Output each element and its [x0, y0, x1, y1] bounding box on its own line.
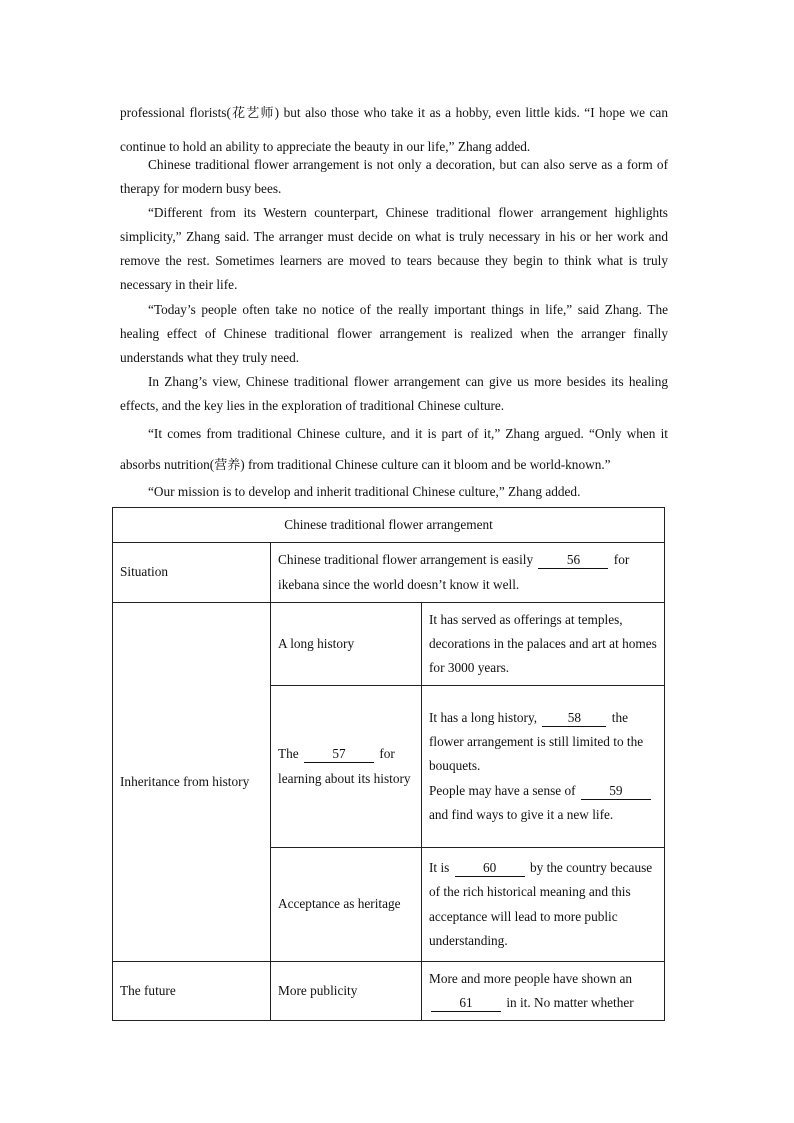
acceptance-text: It is 60 by the country because of the rich historical meaning and this acceptance will lead to more public understanding.	[422, 848, 665, 962]
need-text: It has a long history, 58 the flower arrangement is still limited to the bouquets. People may have a sense of 59 and find ways to give it a new life.	[422, 686, 665, 848]
future-label: The future	[113, 962, 271, 1021]
passage-paragraph-5: In Zhang’s view, Chinese traditional flower arrangement can give us more besides its healing effects, and the key lies in the exploration of traditional Chinese culture.	[120, 374, 668, 413]
answer-blank-61[interactable]: 61	[431, 995, 501, 1012]
table-title: Chinese traditional flower arrangement	[113, 508, 665, 543]
need-label: The 57 for learning about its history	[271, 686, 422, 848]
inheritance-label: Inheritance from history	[113, 603, 271, 962]
passage-paragraph-6	[120, 418, 668, 481]
answer-blank-60[interactable]: 60	[455, 860, 525, 877]
paragraph-text: “It comes from traditional Chinese culture, and it is part of it,” Zhang argued. “Only when it absorbs nutrition(	[120, 426, 668, 472]
long-history-label: A long history	[271, 603, 422, 686]
publicity-text: More and more people have shown an 61 in it. No matter whether	[422, 962, 665, 1021]
table-title-row	[113, 508, 665, 543]
chinese-gloss-nutrition: 营养	[214, 458, 241, 473]
passage-paragraph-4: “Today’s people often take no notice of the really important things in life,” said Zhang. The healing effect of Chinese traditional flower arrangement is realized when the arranger finally understands what they truly need.	[120, 302, 668, 365]
summary-table	[112, 507, 665, 1021]
long-history-text: It has served as offerings at temples, decorations in the palaces and art at homes for 3000 years.	[422, 603, 665, 686]
situation-row	[113, 543, 665, 603]
future-row	[113, 962, 665, 1021]
acceptance-label: Acceptance as heritage	[271, 848, 422, 962]
paragraph-text: professional florists(	[120, 105, 231, 120]
answer-blank-56[interactable]: 56	[538, 552, 608, 569]
publicity-label: More publicity	[271, 962, 422, 1021]
paragraph-text: ) from traditional Chinese culture can it bloom and be world-known.”	[240, 457, 611, 472]
passage-paragraph-2: Chinese traditional flower arrangement is not only a decoration, but can also serve as a form of therapy for modern busy bees.	[120, 157, 668, 196]
situation-text: Chinese traditional flower arrangement is easily 56 for ikebana since the world doesn’t know it well.	[271, 543, 665, 603]
passage-paragraph-3: “Different from its Western counterpart, Chinese traditional flower arrangement highlights simplicity,” Zhang said. The arranger must decide on what is truly necessary in his or her work and remove the rest. Sometimes learners are moved to tears because they begin to think what is truly necessary in their life.	[120, 205, 668, 292]
chinese-gloss-florists: 花艺师	[230, 106, 275, 121]
long-history-row	[113, 603, 665, 686]
passage-paragraph-7: “Our mission is to develop and inherit traditional Chinese culture,” Zhang added.	[148, 484, 581, 499]
answer-blank-59[interactable]: 59	[581, 783, 651, 800]
answer-blank-57[interactable]: 57	[304, 746, 374, 763]
situation-label: Situation	[113, 543, 271, 603]
answer-blank-58[interactable]: 58	[542, 710, 606, 727]
paragraph-text: ) but also those who take it as a hobby, even little kids. “I hope we can continue to hold an ability to appreciate the beauty in our life,” Zhang added.	[120, 105, 668, 154]
